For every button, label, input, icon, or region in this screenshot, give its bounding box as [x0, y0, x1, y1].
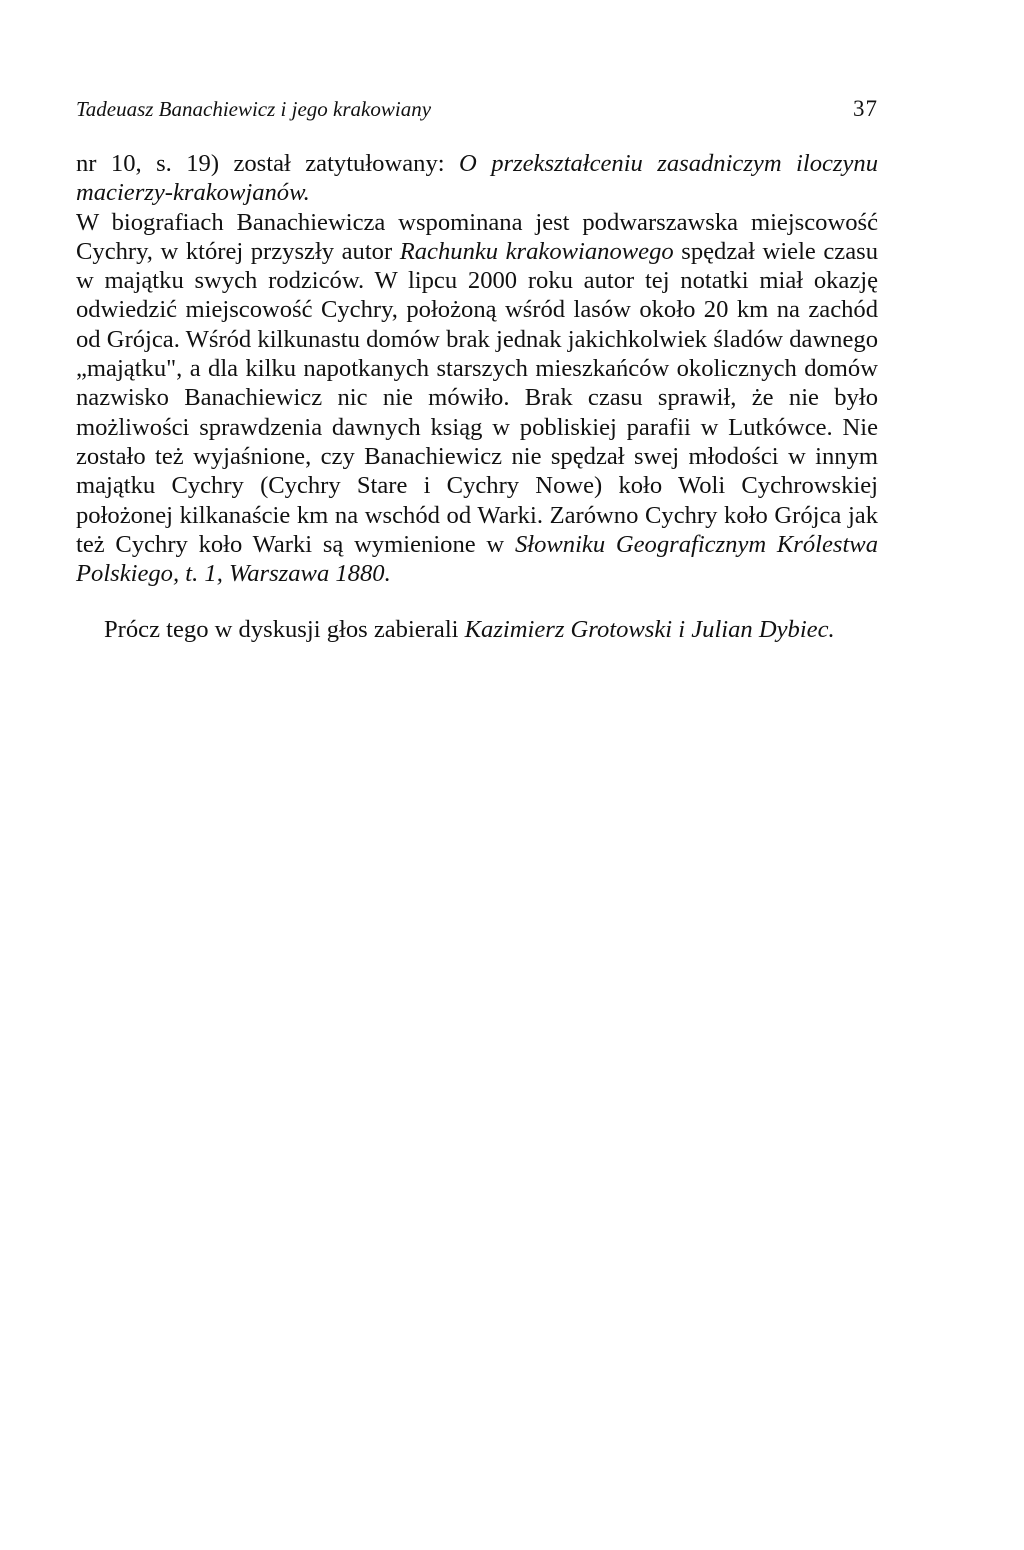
closing-text: Prócz tego w dyskusji głos zabierali	[104, 616, 465, 644]
paragraph-text: nr 10, s. 19) został zatytułowany:	[76, 150, 460, 177]
document-page	[76, 96, 878, 669]
paragraph-text: W biografiach Banachiewicza wspominana jest podwarszawska miejscowość Cychry, w której przyszły autor	[76, 208, 878, 265]
paragraph-cychry	[76, 208, 878, 589]
running-title: Tadeuasz Banachiewicz i jego krakowiany	[76, 97, 432, 121]
page-number: 37	[853, 96, 878, 121]
article-title: O przekształceniu zasadniczym iloczynu macierzy-krakowjanów.	[76, 150, 878, 207]
running-header	[76, 96, 878, 136]
paragraph-continuation	[76, 149, 878, 208]
book-title: Rachunku krakowianowego	[399, 237, 674, 265]
reference-title: Słowniku Geograficznym Królestwa Polskiego, t. 1, Warszawa 1880.	[76, 530, 879, 588]
paragraph-text: spędzał wiele czasu w majątku swych rodziców. W lipcu 2000 roku autor tej notatki miał okazję odwiedzić miejscowość Cychry, położoną wśród lasów około 20 km na zachód od Grójca. Wśród kilkunastu domów brak jednak jakichkolwiek śladów dawnego „majątku", a dla kilku napotkanych starszych mieszkańców okolicznych domów nazwisko Banachiewicz nic nie mówiło. Brak czasu sprawił, że nie było możliwości sprawdzenia dawnych ksiąg w pobliskiej parafii w Lutkówce. Nie zostało też wyjaśnione, czy Banachiewicz nie spędzał swej młodości w innym majątku Cychry (Cychry Stare i Cychry Nowe) koło Woli Cychrowskiej położonej kilkanaście km na wschód od Warki. Zarówno Cychry koło Grójca jak też Cychry koło Warki są wymienione w	[76, 237, 878, 558]
discussant-names: Kazimierz Grotowski i Julian Dybiec.	[464, 616, 835, 644]
main-text	[76, 149, 878, 588]
closing-paragraph	[76, 615, 878, 644]
